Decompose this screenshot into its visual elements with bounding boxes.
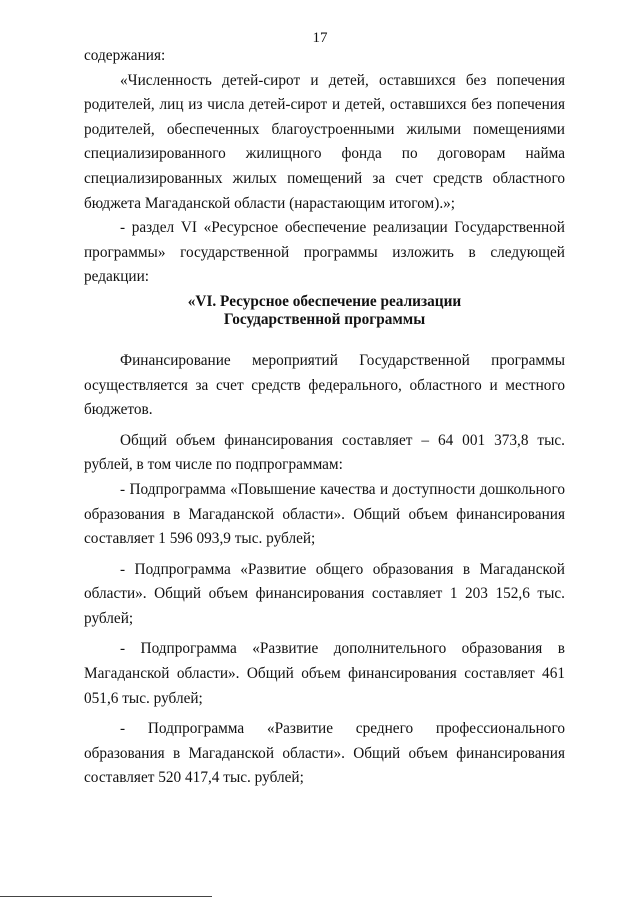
- paragraph-subprogram-preschool: - Подпрограмма «Повышение качества и доступности дошкольного образования в Магаданской области». Общий объем финансирования составляет 1 596 093,9 тыс. рублей;: [84, 480, 565, 548]
- section-heading-line-1: «VI. Ресурсное обеспечение реализации: [187, 292, 462, 310]
- paragraph-indicator-quote: «Численность детей-сирот и детей, оставшихся без попечения родителей, лиц из числа детей-сирот и детей, оставшихся без попечения родителей, обеспеченных благоустроенными жилыми помещениями специализированного жилищного фонда по договорам найма специализированных жилых помещений за счет средств областного бюджета Магаданской области (нарастающим итогом).»;: [84, 71, 565, 212]
- paragraph-subprogram-additional: - Подпрограмма «Развитие дополнительного образования в Магаданской области». Общий объем финансирования составляет 461 051,6 тыс. рублей;: [84, 640, 565, 707]
- paragraph-continuation: содержания:: [84, 47, 166, 64]
- paragraph-total-financing: Общий объем финансирования составляет – 64 001 373,8 тыс. рублей, в том числе по подпрограммам:: [84, 431, 565, 474]
- page-number: 17: [312, 30, 328, 46]
- paragraph-subprogram-vocational: - Подпрограмма «Развитие среднего профессионального образования в Магаданской области». Общий объем финансирования составляет 520 417,4 тыс. рублей;: [84, 720, 565, 787]
- section-heading-line-2: Государственной программы: [223, 310, 426, 328]
- footer-rule: [0, 896, 212, 897]
- section-heading: [84, 293, 565, 329]
- paragraph-section-instruction: - раздел VI «Ресурсное обеспечение реализации Государственной программы» государственной программы изложить в следующей редакции:: [84, 219, 565, 286]
- paragraph-financing-sources: Финансирование мероприятий Государственной программы осуществляется за счет средств федерального, областного и местного бюджетов.: [84, 351, 565, 419]
- paragraph-subprogram-general: - Подпрограмма «Развитие общего образования в Магаданской области». Общий объем финансирования составляет 1 203 152,6 тыс. рублей;: [84, 560, 565, 627]
- document-body: [84, 44, 565, 791]
